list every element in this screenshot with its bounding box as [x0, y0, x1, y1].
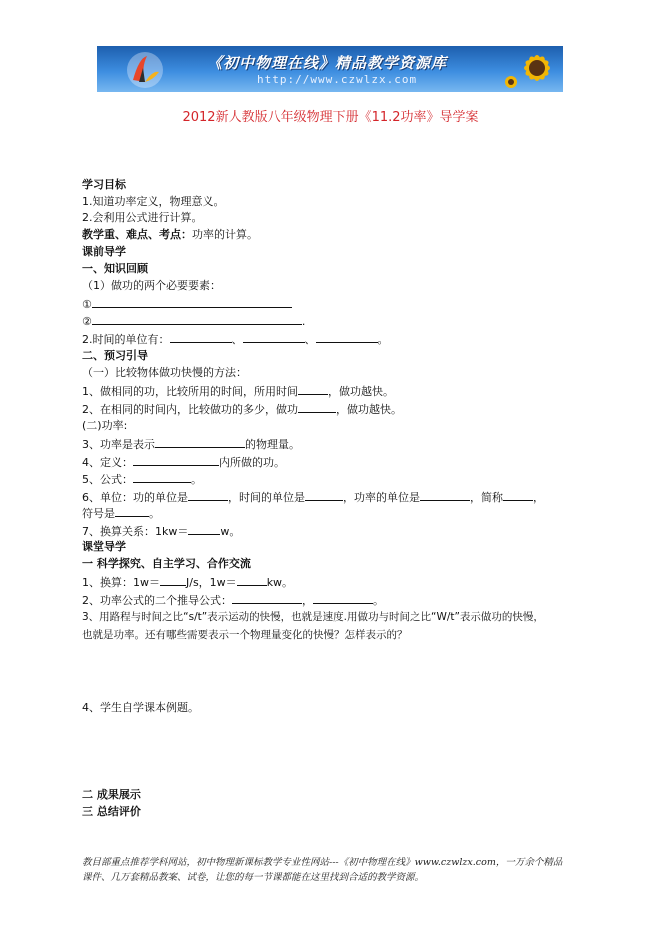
fill-blank[interactable] — [115, 504, 149, 517]
focus-label: 教学重、难点、考点： — [82, 228, 192, 241]
fill-blank[interactable] — [503, 488, 533, 501]
class-sub: 一 科学探究、自主学习、合作交流 — [82, 557, 251, 570]
p4-text-end: 内所做的功。 — [219, 456, 285, 469]
preview-p3 — [82, 435, 300, 453]
punctuation: 。 — [149, 507, 160, 520]
p6-text: ，简称 — [470, 491, 503, 504]
fill-blank[interactable] — [170, 330, 232, 343]
c1-text: J/s，1w＝ — [186, 576, 237, 589]
preview-p5 — [82, 470, 202, 488]
footer-note — [82, 855, 602, 885]
fill-blank[interactable] — [92, 312, 302, 325]
marker-1: ① — [82, 298, 92, 311]
class-c3-line1: 3、用路程与时间之比“s/t”表示运动的快慢，也就是速度.用做功与时间之比“W/t”表示做功的快慢， — [82, 611, 544, 623]
goal-item-2: 2.会利用公式进行计算。 — [82, 211, 203, 224]
punctuation: . — [301, 315, 306, 328]
p6-text: ，时间的单位是 — [228, 491, 305, 504]
preview-sub2: (二)功率: — [82, 419, 128, 432]
fill-blank[interactable] — [92, 295, 292, 308]
footer-line-1: 教目部重点推荐学科网站，初中物理新课标教学专业性网站---《初中物理在线》www.czwlzx.com，一万余个精品 — [82, 857, 563, 868]
class-heading: 课堂导学 — [82, 540, 126, 553]
q2-label: 2.时间的单位有： — [82, 333, 170, 346]
review-q2 — [82, 330, 389, 348]
punctuation: 。 — [373, 594, 384, 607]
fill-blank[interactable] — [133, 453, 219, 466]
focus-line — [82, 227, 258, 243]
preview-p7 — [82, 522, 240, 540]
fill-blank[interactable] — [232, 591, 302, 604]
banner-brand: 《初中物理在线》精品教学资源库 — [207, 54, 448, 72]
class-c3-line2: 也就是功率。还有哪些需要表示一个物理量变化的快慢？怎样表示的？ — [82, 629, 408, 641]
preview-p6-cont — [82, 504, 160, 522]
review-blank-2 — [82, 312, 305, 330]
fill-blank[interactable] — [237, 573, 267, 586]
fill-blank[interactable] — [243, 330, 305, 343]
fill-blank[interactable] — [313, 591, 373, 604]
p5-text: 5、公式： — [82, 473, 133, 486]
p6-text: 符号是 — [82, 507, 115, 520]
p6-text: ，功率的单位是 — [343, 491, 420, 504]
p2-text-end: ，做功越快。 — [336, 403, 402, 416]
banner-url[interactable]: http://www.czwlzx.com — [257, 73, 418, 86]
sunflower-icon — [503, 46, 563, 92]
separator: ， — [302, 594, 313, 607]
punctuation: ， — [533, 491, 544, 504]
review-blank-1 — [82, 295, 292, 313]
goals-heading: 学习目标 — [82, 178, 126, 191]
section-results: 二 成果展示 — [82, 788, 141, 801]
fill-blank[interactable] — [305, 488, 343, 501]
fill-blank[interactable] — [316, 330, 378, 343]
class-c4: 4、学生自学课本例题。 — [82, 701, 199, 714]
preview-p4 — [82, 453, 285, 471]
p6-text: 6、单位：功的单位是 — [82, 491, 188, 504]
section-summary: 三 总结评价 — [82, 805, 141, 818]
preview-heading: 二、预习引导 — [82, 349, 148, 362]
goal-item-1: 1.知道功率定义，物理意义。 — [82, 195, 225, 208]
fill-blank[interactable] — [420, 488, 470, 501]
p1-text-end: ，做功越快。 — [328, 385, 394, 398]
fill-blank[interactable] — [298, 382, 328, 395]
footer-line-2: 课件、几万套精品教案、试卷，让您的每一节课都能在这里找到合适的教学资源。 — [82, 872, 425, 883]
fill-blank[interactable] — [188, 488, 228, 501]
review-heading: 一、知识回顾 — [82, 262, 148, 275]
site-logo-icon — [125, 50, 165, 90]
punctuation: 。 — [377, 333, 389, 346]
punctuation: 。 — [191, 473, 202, 486]
pre-heading: 课前导学 — [82, 245, 126, 258]
preview-p1 — [82, 382, 394, 400]
header-banner — [97, 46, 563, 92]
c1-text: 1、换算：1w＝ — [82, 576, 160, 589]
p2-text: 2、在相同的时间内，比较做功的多少，做功 — [82, 403, 298, 416]
fill-blank[interactable] — [188, 522, 220, 535]
preview-p2 — [82, 400, 402, 418]
separator: 、 — [304, 333, 316, 346]
class-c1 — [82, 573, 293, 591]
focus-value: 功率的计算。 — [192, 228, 258, 241]
c1-text-end: kw。 — [266, 576, 294, 589]
separator: 、 — [231, 333, 243, 346]
fill-blank[interactable] — [298, 400, 336, 413]
fill-blank[interactable] — [133, 470, 191, 483]
marker-2: ② — [82, 315, 92, 328]
review-q1: （1）做功的两个必要要素： — [82, 279, 221, 292]
document-title: 2012新人教版八年级物理下册《11.2功率》导学案 — [182, 110, 479, 125]
c2-text: 2、功率公式的二个推导公式： — [82, 594, 232, 607]
p4-text: 4、定义： — [82, 456, 133, 469]
fill-blank[interactable] — [160, 573, 186, 586]
fill-blank[interactable] — [155, 435, 245, 448]
preview-sub1: （一）比较物体做功快慢的方法： — [82, 366, 247, 379]
p3-text: 3、功率是表示 — [82, 438, 155, 451]
p3-text-end: 的物理量。 — [245, 438, 300, 451]
p1-text: 1、做相同的功，比较所用的时间，所用时间 — [82, 385, 298, 398]
p7-text-end: w。 — [220, 525, 241, 538]
p7-text: 7、换算关系：1kw＝ — [82, 525, 189, 538]
class-c2 — [82, 591, 384, 609]
